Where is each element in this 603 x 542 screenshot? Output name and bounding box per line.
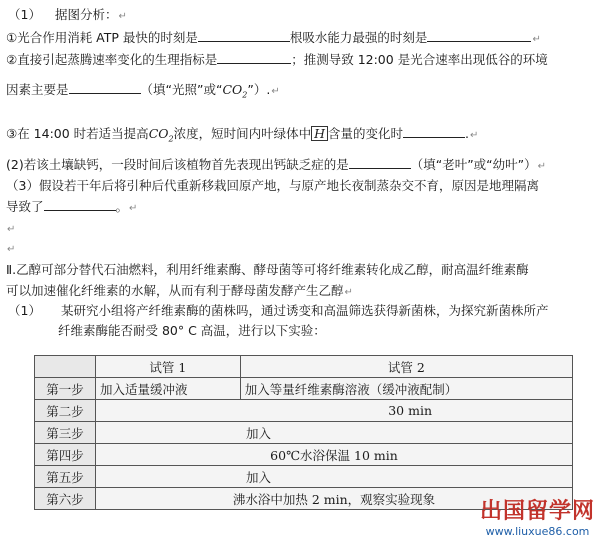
line-text: 可以加速催化纤维素的水解，从而有利于酵母菌发酵产生乙醇: [6, 283, 344, 298]
header-cell: 试管 2: [240, 356, 572, 378]
watermark-url: www.liuxue86.com: [485, 525, 590, 538]
part-2-intro: [6, 261, 529, 278]
table-cell: 沸水浴中加热 2 min，观察实验现象: [96, 488, 573, 510]
step-cell: 第四步: [35, 444, 96, 466]
return-icon: ↵: [129, 203, 138, 214]
empty-line: [6, 219, 15, 238]
line-text: 。: [115, 199, 129, 214]
answer-blank[interactable]: [198, 28, 290, 42]
return-icon: ↵: [532, 34, 541, 45]
line-isolation-end: [6, 197, 137, 217]
table-cell: 加入适量缓冲液: [96, 378, 241, 400]
question-text: 据图分析：: [54, 7, 118, 22]
step-cell: 第二步: [35, 400, 96, 422]
experiment-table: [34, 355, 573, 510]
answer-blank[interactable]: [427, 28, 531, 42]
question-1-header: [8, 6, 127, 25]
line-text: （3）假设若干年后将引种后代重新移栽回原产地，与原产地长夜制蒸杂交不育，原因是地理隔离: [6, 178, 539, 193]
line-text: ；推测导致 12:00 是光合速率出现低谷的环境: [291, 52, 548, 67]
return-icon: ↵: [7, 244, 16, 255]
table-row: [35, 444, 573, 466]
answer-blank[interactable]: [403, 124, 465, 138]
return-icon: ↵: [118, 11, 127, 22]
part-2-intro-cont: [6, 282, 353, 301]
answer-blank[interactable]: [69, 80, 141, 94]
line-text: ”）.: [247, 82, 271, 97]
line-14h: [6, 124, 478, 148]
answer-blank[interactable]: [44, 197, 116, 211]
line-text: (2)若该土壤缺钙，一段时间后该植物首先表现出钙缺乏症的是: [6, 157, 349, 172]
return-icon: ↵: [537, 161, 547, 172]
line-text: 因素主要是: [6, 82, 69, 97]
table-cell: 加入: [96, 422, 573, 444]
step-cell: 第三步: [35, 422, 96, 444]
watermark-title: 出国留学网: [479, 499, 595, 524]
line-text: .: [465, 126, 470, 141]
line-text: 浓度，短时间内叶绿体中: [173, 126, 312, 141]
h-symbol: H: [311, 126, 328, 141]
table-cell: 加入等量纤维素酶溶液（缓冲液配制）: [240, 378, 572, 400]
table-cell: 加入: [96, 466, 573, 488]
table-header-row: [35, 356, 573, 378]
answer-blank[interactable]: [217, 50, 291, 64]
header-cell: [35, 356, 96, 378]
line-isolation: [6, 177, 539, 194]
line-text: （填“光照”或“: [140, 82, 223, 97]
line-text: Ⅱ.乙醇可部分替代石油燃料，利用纤维素酶、酵母菌等可将纤维素转化成乙醇，耐高温纤维素酶: [6, 262, 529, 277]
question-number: （1）: [8, 7, 41, 22]
answer-blank[interactable]: [349, 155, 411, 169]
part-2-q1: [8, 302, 548, 319]
table-row: [35, 422, 573, 444]
line-atp: [6, 28, 541, 48]
co2-formula: $CO_2$: [148, 126, 174, 144]
return-icon: ↵: [271, 86, 280, 97]
co2-formula: $CO_2$: [222, 82, 248, 100]
line-calcium: [6, 155, 546, 175]
line-text: 根吸水能力最强的时刻是: [289, 30, 428, 45]
step-cell: 第六步: [35, 488, 96, 510]
table-cell: 30 min: [96, 400, 573, 422]
return-icon: ↵: [7, 224, 16, 235]
part-2-q1-cont: [58, 322, 326, 339]
line-text: 含量的变化时: [328, 126, 404, 141]
return-icon: ↵: [470, 130, 479, 141]
site-watermark: [480, 494, 595, 538]
return-icon: ↵: [344, 287, 353, 298]
line-text: （填“老叶”或“幼叶”）: [410, 157, 537, 172]
step-cell: 第一步: [35, 378, 96, 400]
table-row: [35, 466, 573, 488]
table-row: [35, 400, 573, 422]
line-text: 纤维素酶能否耐受 80° C 高温，进行以下实验：: [58, 323, 326, 338]
line-text: 导致了: [6, 199, 44, 214]
step-cell: 第五步: [35, 466, 96, 488]
line-transpiration: [6, 50, 548, 68]
question-number: （1）: [8, 303, 41, 318]
line-text: ①光合作用消耗 ATP 最快的时刻是: [6, 30, 198, 45]
header-cell: 试管 1: [96, 356, 241, 378]
line-text: 某研究小组将产纤维素酶的菌株吗，通过诱变和高温筛选获得新菌株，为探究新菌株所产: [60, 303, 549, 318]
line-text: ③在 14:00 时若适当提高: [6, 126, 149, 141]
table-cell: 60℃水浴保温 10 min: [96, 444, 573, 466]
line-factor: [6, 80, 280, 104]
line-text: ②直接引起蒸腾速率变化的生理指标是: [6, 52, 218, 67]
table-row: [35, 378, 573, 400]
empty-line: [6, 239, 15, 258]
